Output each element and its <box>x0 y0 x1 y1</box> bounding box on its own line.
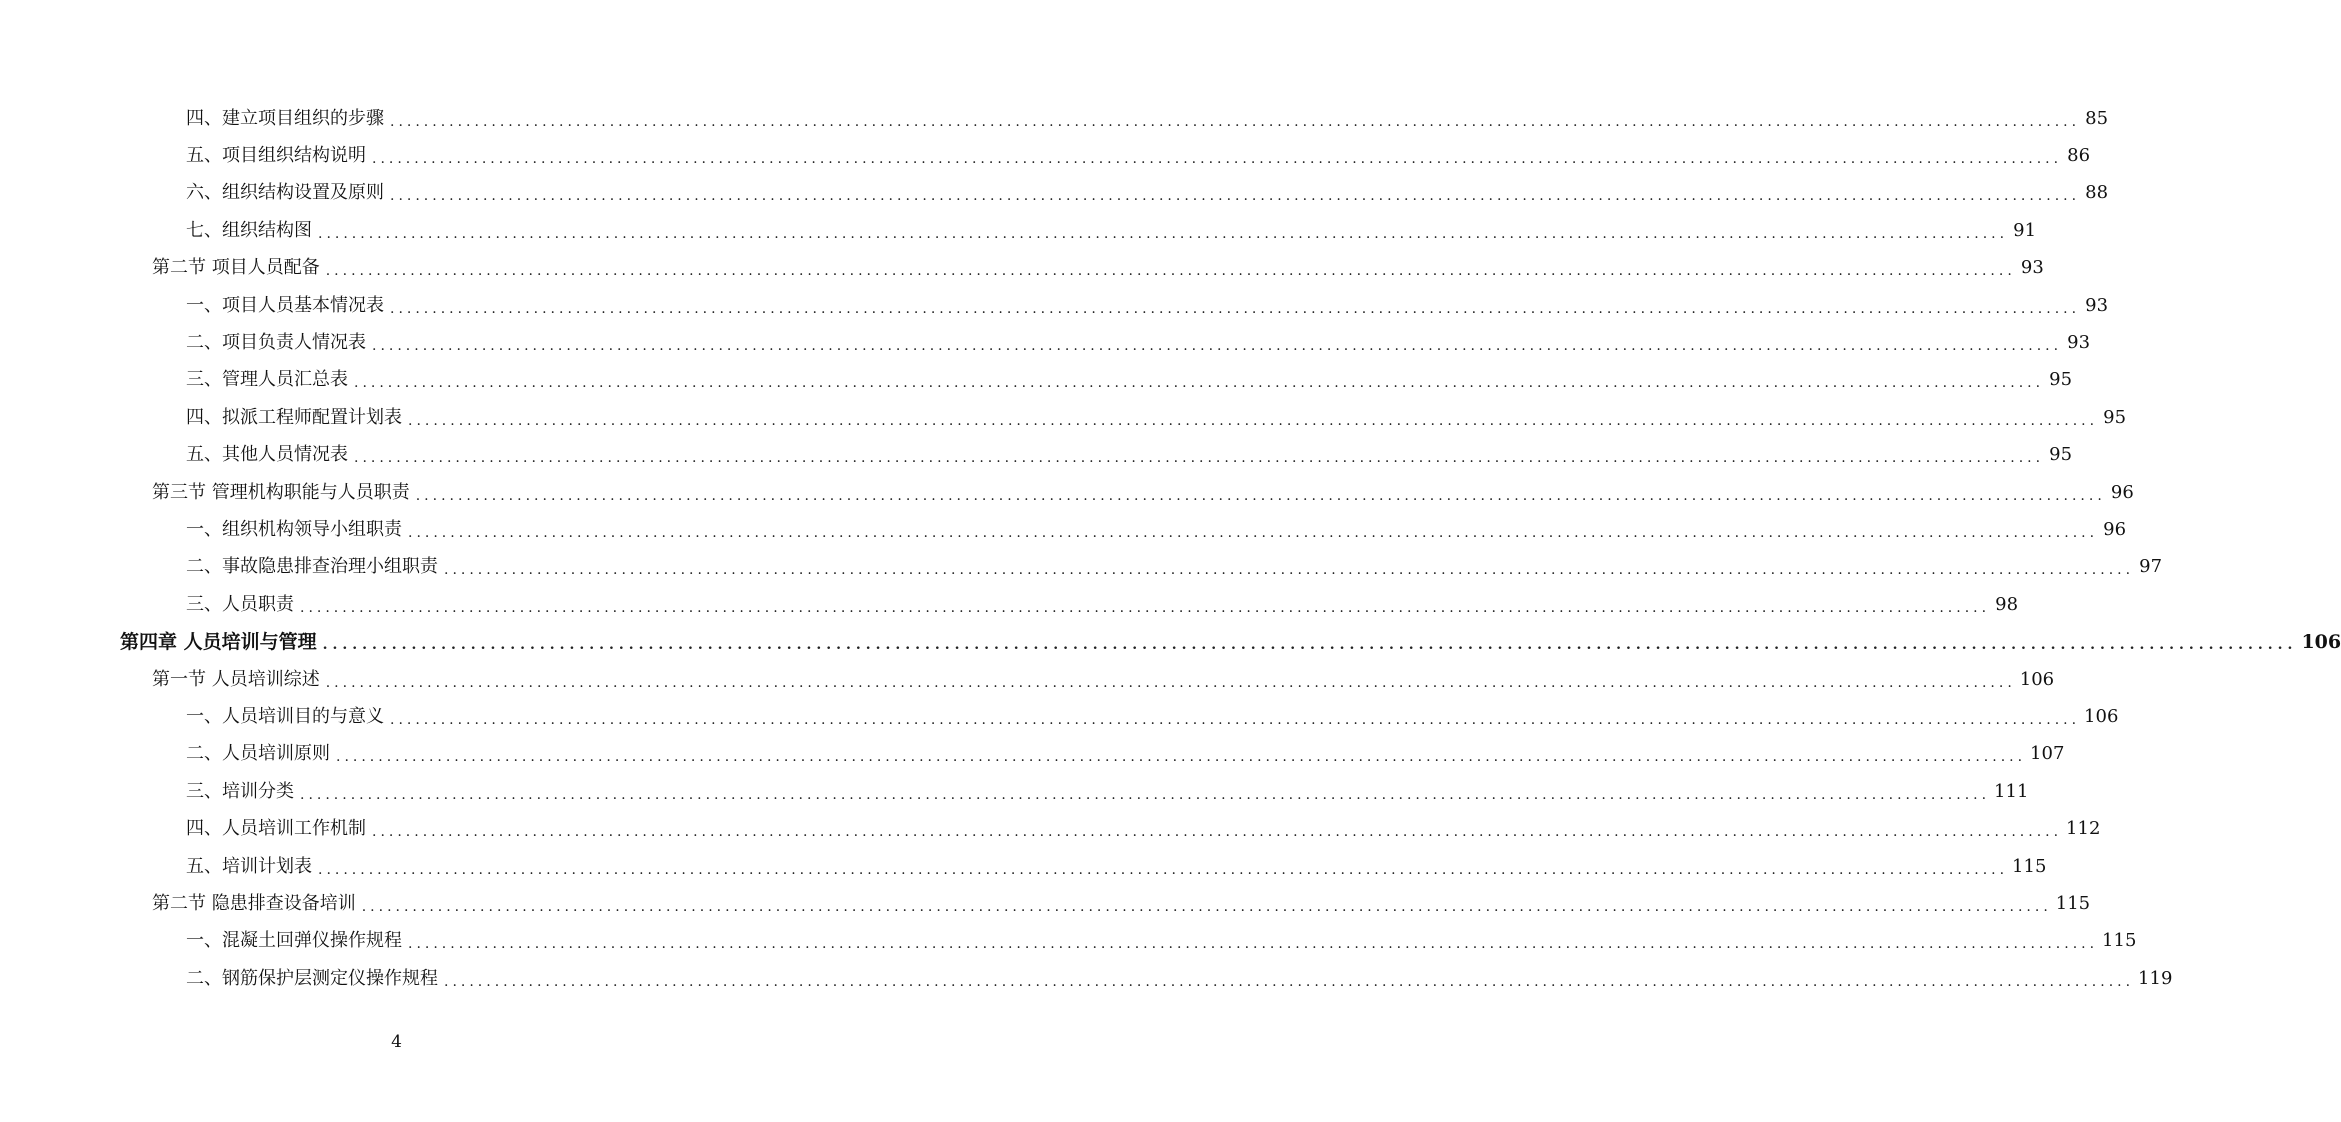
toc-leader-dots: ........................................................................................................................................................................................................ <box>354 450 2045 467</box>
toc-entry-title: 五、项目组织结构说明 <box>186 144 366 166</box>
toc-entry-page: 115 <box>2102 930 2137 952</box>
toc-entry-title: 四、拟派工程师配置计划表 <box>186 406 402 428</box>
page-number: 4 <box>391 1032 402 1052</box>
toc-subsection-entry[interactable] <box>186 549 2163 586</box>
toc-section-entry[interactable] <box>152 474 2134 511</box>
toc-entry-page: 93 <box>2067 331 2091 353</box>
toc-chapter-entry[interactable] <box>120 624 2341 661</box>
toc-entry-title: 三、人员职责 <box>186 593 294 615</box>
toc-entry-page: 93 <box>2020 257 2044 279</box>
toc-subsection-entry[interactable] <box>186 399 2127 436</box>
toc-entry-title: 三、管理人员汇总表 <box>186 369 348 391</box>
toc-entry-page: 95 <box>2103 406 2127 428</box>
toc-subsection-entry[interactable] <box>186 698 2119 735</box>
toc-leader-dots: ........................................................................................................................................................................................................ <box>361 898 2052 915</box>
toc-entry-title: 一、混凝土回弹仪操作规程 <box>186 930 402 952</box>
toc-leader-dots: ........................................................................................................................................................................................................ <box>390 188 2081 205</box>
toc-leader-dots: ........................................................................................................................................................................................................ <box>390 300 2081 317</box>
toc-leader-dots: ........................................................................................................................................................................................................ <box>415 487 2106 504</box>
toc-leader-dots: ........................................................................................................................................................................................................ <box>408 524 2099 541</box>
toc-entry-page: 93 <box>2085 294 2109 316</box>
toc-leader-dots: ........................................................................................................................................................................................................ <box>300 786 1991 803</box>
toc-entry-page: 119 <box>2138 967 2173 989</box>
toc-subsection-entry[interactable] <box>186 100 2109 137</box>
toc-entry-page: 112 <box>2066 818 2101 840</box>
toc-entry-title: 第三节 管理机构职能与人员职责 <box>152 481 410 503</box>
toc-entry-title: 三、培训分类 <box>186 780 294 802</box>
toc-subsection-entry[interactable] <box>186 811 2101 848</box>
toc-subsection-entry[interactable] <box>186 212 2037 249</box>
toc-subsection-entry[interactable] <box>186 923 2137 960</box>
toc-entry-page: 96 <box>2103 518 2127 540</box>
toc-leader-dots: ........................................................................................................................................................................................................ <box>390 711 2081 728</box>
toc-leader-dots: ........................................................................................................................................................................................................ <box>408 412 2099 429</box>
toc-subsection-entry[interactable] <box>186 773 2029 810</box>
toc-leader-dots: ........................................................................................................................................................................................................ <box>318 225 2009 242</box>
toc-entry-page: 91 <box>2013 219 2037 241</box>
toc-entry-page: 106 <box>2019 668 2055 690</box>
toc-entry-title: 一、项目人员基本情况表 <box>186 294 384 316</box>
toc-entry-title: 二、项目负责人情况表 <box>186 331 366 353</box>
toc-entry-title: 二、人员培训原则 <box>186 743 330 765</box>
toc-subsection-entry[interactable] <box>186 848 2047 885</box>
toc-subsection-entry[interactable] <box>186 137 2091 174</box>
toc-leader-dots: ........................................................................................................................................................................................................ <box>372 337 2063 354</box>
toc-entry-title: 一、人员培训目的与意义 <box>186 705 384 727</box>
toc-entry-page: 115 <box>2012 855 2047 877</box>
toc-subsection-entry[interactable] <box>186 736 2065 773</box>
toc-leader-dots: ........................................................................................................................................................................................................ <box>354 375 2045 392</box>
toc-entry-page: 96 <box>2110 481 2134 503</box>
toc-subsection-entry[interactable] <box>186 960 2173 997</box>
toc-leader-dots: ........................................................................................................................................................................................................ <box>390 113 2081 130</box>
toc-entry-page: 95 <box>2049 369 2073 391</box>
toc-entry-title: 第四章 人员培训与管理 <box>120 630 317 653</box>
toc-entry-page: 98 <box>1995 593 2019 615</box>
toc-leader-dots: ........................................................................................................................................................................................................ <box>444 973 2135 990</box>
toc-leader-dots: ........................................................................................................................................................................................................ <box>300 599 1991 616</box>
toc-leader-dots: ........................................................................................................................................................................................................ <box>372 824 2063 841</box>
toc-leader-dots: ........................................................................................................................................................................................................ <box>318 861 2009 878</box>
toc-leader-dots: ........................................................................................................................................................................................................ <box>336 749 2027 766</box>
toc-entry-title: 第二节 项目人员配备 <box>152 257 320 279</box>
toc-entry-page: 88 <box>2085 182 2109 204</box>
toc-entry-title: 第一节 人员培训综述 <box>152 668 320 690</box>
toc-entry-page: 86 <box>2067 144 2091 166</box>
toc-entry-title: 二、钢筋保护层测定仪操作规程 <box>186 967 438 989</box>
toc-leader-dots: ........................................................................................................................................................................................................ <box>325 263 2016 280</box>
toc-entry-title: 六、组织结构设置及原则 <box>186 182 384 204</box>
toc-subsection-entry[interactable] <box>186 287 2109 324</box>
toc-subsection-entry[interactable] <box>186 362 2073 399</box>
toc-entry-title: 七、组织结构图 <box>186 219 312 241</box>
toc-entry-page: 111 <box>1994 780 2029 802</box>
toc-subsection-entry[interactable] <box>186 586 2019 623</box>
toc-leader-dots: ........................................................................................................................................................................................................ <box>322 637 2298 654</box>
toc-leader-dots: ........................................................................................................................................................................................................ <box>372 150 2063 167</box>
toc-subsection-entry[interactable] <box>186 175 2109 212</box>
toc-entry-page: 107 <box>2030 743 2065 765</box>
toc-entry-title: 五、其他人员情况表 <box>186 444 348 466</box>
toc-entry-page: 106 <box>2301 630 2341 653</box>
toc-section-entry[interactable] <box>152 885 2091 922</box>
toc-section-entry[interactable] <box>152 250 2044 287</box>
toc-entry-page: 95 <box>2049 444 2073 466</box>
toc-leader-dots: ........................................................................................................................................................................................................ <box>325 674 2016 691</box>
toc-entry-title: 四、建立项目组织的步骤 <box>186 107 384 129</box>
toc-entry-page: 97 <box>2139 556 2163 578</box>
toc-entry-title: 二、事故隐患排查治理小组职责 <box>186 556 438 578</box>
toc-entry-title: 四、人员培训工作机制 <box>186 818 366 840</box>
toc-entry-title: 第二节 隐患排查设备培训 <box>152 892 356 914</box>
toc-section-entry[interactable] <box>152 661 2055 698</box>
toc-subsection-entry[interactable] <box>186 511 2127 548</box>
toc-leader-dots: ........................................................................................................................................................................................................ <box>408 936 2099 953</box>
toc-entry-title: 五、培训计划表 <box>186 855 312 877</box>
toc-leader-dots: ........................................................................................................................................................................................................ <box>444 562 2135 579</box>
toc-entry-page: 115 <box>2055 892 2091 914</box>
toc-entry-page: 106 <box>2084 705 2119 727</box>
toc-entry-title: 一、组织机构领导小组职责 <box>186 518 402 540</box>
toc-entry-page: 85 <box>2085 107 2109 129</box>
toc-subsection-entry[interactable] <box>186 437 2073 474</box>
toc-subsection-entry[interactable] <box>186 324 2091 361</box>
